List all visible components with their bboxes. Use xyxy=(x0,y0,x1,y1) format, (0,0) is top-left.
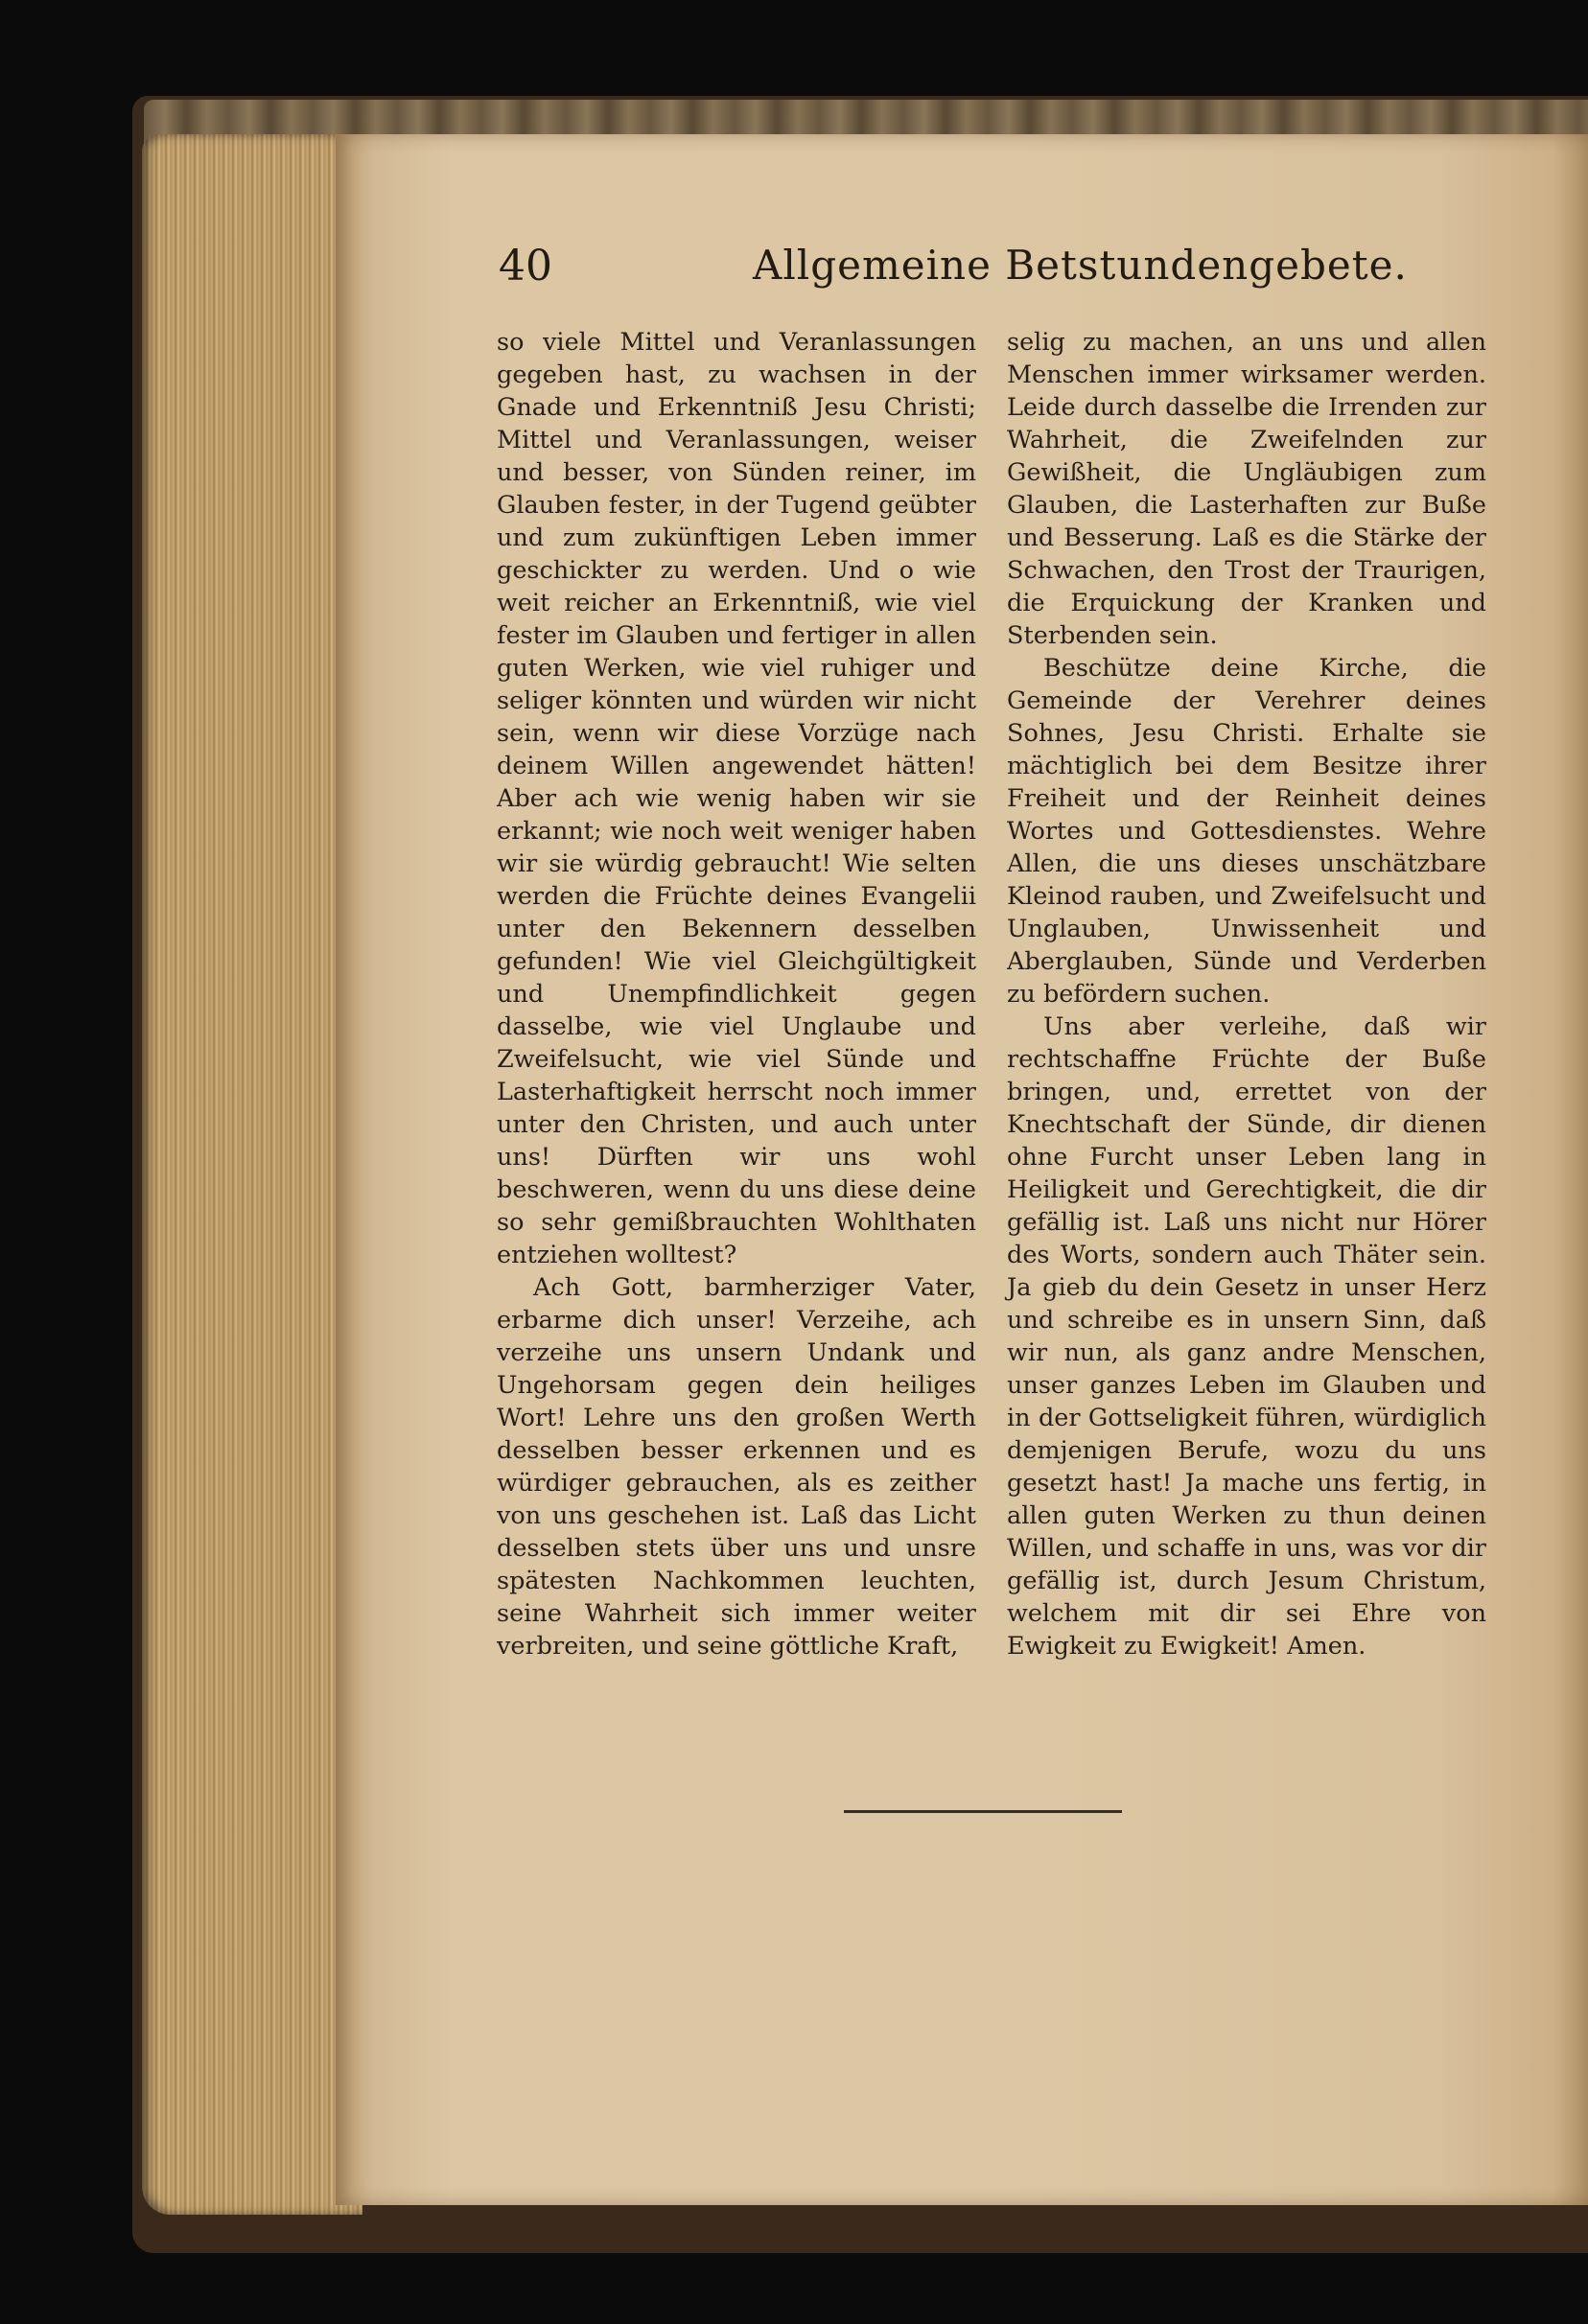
page-edges xyxy=(142,134,362,2215)
paragraph: Ach Gott, barmherziger Vater, erbarme dich unser! Verzeihe, ach verzeihe uns unsern Undank und Ungehorsam gegen dein heiliges Wort! Lehre uns den großen Werth desselben besser erkennen und es würdiger gebrauchen, als es zeither von uns geschehen ist. Laß das Licht desselben stets über uns und unsre spätesten Nachkommen leuchten, seine Wahrheit sich immer weiter verbreiten, und seine göttliche Kraft, xyxy=(497,1273,976,1661)
paragraph: so viele Mittel und Veranlassungen gegeben hast, zu wachsen in der Gnade und Erkenntniß Jesu Christi; Mittel und Veranlassungen, weiser und besser, von Sünden reiner, im Glauben fester, in der Tugend geübter und zum zukünftigen Leben immer geschickter zu werden. Und o wie weit reicher an Erkenntniß, wie viel fester im Glauben und fertiger in allen guten Werken, wie viel ruhiger und seliger könnten und würden wir nicht sein, wenn wir diese Vorzüge nach deinem Willen angewendet hätten! Aber ach wie wenig haben wir sie erkannt; wie noch weit weniger haben wir sie würdig gebraucht! Wie selten werden die Früchte deines Evangelii unter den Bekennern desselben gefunden! Wie viel Gleichgültigkeit und Unempfindlichkeit gegen dasselbe, wie viel Unglaube und Zweifelsucht, wie viel Sünde und Lasterhaftigkeit herrscht noch immer unter den Christen, und auch unter uns! Dürften wir uns wohl beschweren, wenn du uns diese deine so sehr gemißbrauchten Wohlthaten entziehen wolltest? xyxy=(497,328,976,1269)
page-header xyxy=(499,242,1573,318)
page-edge-shadow xyxy=(1553,134,1588,2205)
paragraph: selig zu machen, an uns und allen Menschen immer wirksamer werden. Leide durch dasselbe die Irrenden zur Wahrheit, die Zweifelnden zur Gewißheit, die Ungläubigen zum Glauben, die Lasterhaften zur Buße und Besserung. Laß es die Stärke der Schwachen, den Trost der Traurigen, die Erquickung der Kranken und Sterbenden sein. xyxy=(1007,328,1486,650)
right-column xyxy=(1007,326,1486,1662)
running-title: Allgemeine Betstundengebete. xyxy=(753,242,1408,289)
left-column xyxy=(497,326,976,1662)
section-end-rule xyxy=(844,1810,1122,1813)
paragraph: Uns aber verleihe, daß wir rechtschaffne Früchte der Buße bringen, und, errettet von der Knechtschaft der Sünde, dir dienen ohne Furcht unser Leben lang in Heiligkeit und Gerechtigkeit, die dir gefällig ist. Laß uns nicht nur Hörer des Worts, sondern auch Thäter sein. Ja gieb du dein Gesetz in unser Herz und schreibe es in unsern Sinn, daß wir nun, als ganz andre Menschen, unser ganzes Leben im Glauben und in der Gottseligkeit führen, würdiglich demjenigen Berufe, wozu du uns gesetzt hast! Ja mache uns fertig, in allen guten Werken zu thun deinen Willen, und schaffe in uns, was vor dir gefällig ist, durch Jesum Christum, welchem mit dir sei Ehre von Ewigkeit zu Ewigkeit! Amen. xyxy=(1007,1012,1486,1661)
paragraph: Beschütze deine Kirche, die Gemeinde der Verehrer deines Sohnes, Jesu Christi. Erhalte sie mächtiglich bei dem Besitze ihrer Freiheit und der Reinheit deines Wortes und Gottesdienstes. Wehre Allen, die uns dieses unschätzbare Kleinod rauben, und Zweifelsucht und Unglauben, Unwissenheit und Aberglauben, Sünde und Verderben zu befördern suchen. xyxy=(1007,654,1486,1009)
book-page xyxy=(336,134,1588,2205)
page-number: 40 xyxy=(499,242,552,290)
